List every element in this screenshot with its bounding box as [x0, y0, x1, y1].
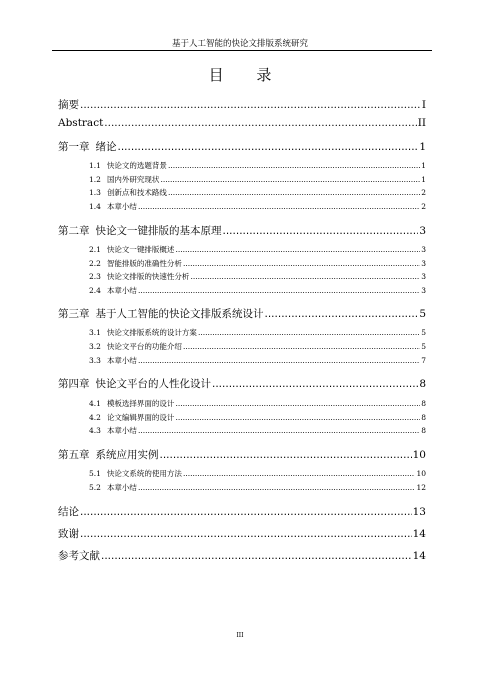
toc-section-entry[interactable] — [89, 174, 426, 185]
dot-leader — [168, 188, 420, 197]
toc-entry-number: 1.4 — [89, 202, 101, 211]
toc-entry-page: 3 — [419, 225, 426, 237]
toc-entry-number: 2.4 — [89, 286, 101, 295]
toc-entry-number: 5.2 — [89, 483, 101, 492]
toc-entry-number: 2.2 — [89, 259, 101, 268]
toc-chapter-entry[interactable] — [58, 117, 426, 129]
toc-entry-number: 3.2 — [89, 342, 101, 351]
dot-leader — [265, 308, 419, 320]
toc-entry-title: 致谢 — [58, 528, 79, 540]
toc-entry-page: 8 — [421, 413, 426, 422]
toc-entry-title: Abstract — [58, 117, 104, 129]
toc-entry-title: 快论文排版的快速性分析 — [106, 272, 190, 281]
toc-entry-page: 5 — [419, 308, 426, 320]
toc-entry-page: 3 — [421, 245, 426, 254]
dot-leader — [101, 550, 412, 562]
toc-chapter-entry[interactable] — [58, 447, 426, 462]
toc-entry-page: 13 — [412, 506, 426, 518]
toc-section-entry[interactable] — [89, 327, 426, 338]
toc-entry-number: 1.2 — [89, 175, 101, 184]
toc-entry-title: 本章小结 — [106, 483, 137, 492]
toc-entry-number: 2.3 — [89, 272, 101, 281]
toc-chapter-entry[interactable] — [58, 97, 426, 112]
toc-entry-number: 4.3 — [89, 426, 101, 435]
dot-leader — [183, 469, 416, 478]
toc-entry-title: 本章小结 — [106, 286, 137, 295]
toc-entry-page: 8 — [419, 378, 426, 390]
dot-leader — [80, 99, 421, 111]
toc-title: 目 录 — [208, 66, 286, 84]
toc-entry-title: 快论文平台的人性化设计 — [95, 378, 211, 390]
toc-entry-title: 快论文平台的功能介绍 — [106, 342, 182, 351]
toc-entry-title: 本章小结 — [106, 426, 137, 435]
toc-entry-number: 第五章 — [58, 449, 90, 461]
toc-entry-number: 第一章 — [58, 141, 90, 153]
toc-entry-page: 3 — [421, 272, 426, 281]
toc-entry-number: 4.1 — [89, 399, 101, 408]
toc-section-entry[interactable] — [89, 201, 426, 212]
toc-entry-title: 快论文一键排版的基本原理 — [95, 225, 222, 237]
toc-chapter-entry[interactable] — [58, 223, 426, 238]
dot-leader — [138, 286, 420, 295]
toc-section-entry[interactable] — [89, 398, 426, 409]
toc-section-entry[interactable] — [89, 482, 426, 493]
toc-entry-number: 4.2 — [89, 413, 101, 422]
toc-chapter-entry[interactable] — [58, 504, 426, 519]
toc-chapter-entry[interactable] — [58, 376, 426, 391]
toc-section-entry[interactable] — [89, 285, 426, 296]
toc-entry-number: 第二章 — [58, 225, 90, 237]
dot-leader — [138, 356, 420, 365]
running-header: 基于人工智能的快论文排版系统研究 — [171, 39, 308, 49]
toc-section-entry[interactable] — [89, 244, 426, 255]
dot-leader — [138, 202, 420, 211]
toc-entry-number: 第三章 — [58, 308, 90, 320]
toc-section-entry[interactable] — [89, 258, 426, 269]
toc-entry-page: 5 — [421, 342, 426, 351]
dot-leader — [175, 245, 420, 254]
toc-entry-title: 模板选择界面的设计 — [106, 399, 175, 408]
toc-entry-page: 8 — [421, 426, 426, 435]
toc-entry-title: 智能排版的准确性分析 — [106, 259, 182, 268]
dot-leader — [168, 161, 420, 170]
toc-entry-page: 14 — [412, 550, 426, 562]
toc-entry-title: 快论文排版系统的设计方案 — [106, 328, 197, 337]
toc-section-entry[interactable] — [89, 468, 426, 479]
toc-entry-page: II — [417, 117, 426, 129]
toc-entry-number: 1.3 — [89, 188, 101, 197]
toc-entry-title: 快论文系统的使用方法 — [106, 469, 182, 478]
dot-leader — [80, 528, 412, 540]
toc-entry-title: 快论文一键排版概述 — [106, 245, 175, 254]
toc-section-entry[interactable] — [89, 271, 426, 282]
dot-leader — [190, 272, 420, 281]
toc-entry-title: 绪论 — [95, 141, 117, 153]
toc-section-entry[interactable] — [89, 187, 426, 198]
toc-chapter-entry[interactable] — [58, 548, 426, 563]
toc-entry-number: 1.1 — [89, 161, 101, 170]
dot-leader — [160, 449, 412, 461]
toc-entry-page: 7 — [421, 356, 426, 365]
toc-entry-title: 摘要 — [58, 99, 79, 111]
toc-entry-page: 8 — [421, 399, 426, 408]
toc-section-entry[interactable] — [89, 341, 426, 352]
toc-entry-title: 本章小结 — [106, 356, 137, 365]
dot-leader — [138, 483, 416, 492]
dot-leader — [183, 342, 420, 351]
dot-leader — [118, 141, 419, 153]
toc-entry-page: 10 — [412, 449, 426, 461]
toc-chapter-entry[interactable] — [58, 139, 426, 154]
dot-leader — [138, 426, 420, 435]
dot-leader — [175, 413, 420, 422]
toc-entry-number: 3.3 — [89, 356, 101, 365]
dot-leader — [80, 506, 412, 518]
toc-entry-page: 2 — [421, 188, 426, 197]
toc-entry-number: 5.1 — [89, 469, 101, 478]
toc-entry-title: 国内外研究现状 — [106, 175, 160, 184]
toc-entry-page: 10 — [416, 469, 426, 478]
toc-entry-page: 3 — [421, 286, 426, 295]
toc-entry-title: 论文编辑界面的设计 — [106, 413, 175, 422]
toc-entry-title: 快论文的选题背景 — [106, 161, 167, 170]
toc-entry-number: 3.1 — [89, 328, 101, 337]
toc-entry-title: 参考文献 — [58, 550, 100, 562]
dot-leader — [223, 225, 419, 237]
toc-entry-number: 2.1 — [89, 245, 101, 254]
toc-entry-page: 5 — [421, 328, 426, 337]
toc-entry-page: 1 — [419, 141, 426, 153]
toc-entry-page: 12 — [416, 483, 426, 492]
dot-leader — [212, 378, 418, 390]
toc-entry-page: I — [421, 99, 426, 111]
toc-chapter-entry[interactable] — [58, 526, 426, 541]
dot-leader — [104, 117, 416, 129]
header-rule — [52, 50, 432, 51]
toc-section-entry[interactable] — [89, 412, 426, 423]
dot-leader — [160, 175, 420, 184]
dot-leader — [198, 328, 420, 337]
toc-section-entry[interactable] — [89, 355, 426, 366]
toc-entry-page: 1 — [421, 161, 426, 170]
toc-entry-page: 1 — [421, 175, 426, 184]
toc-entry-title: 基于人工智能的快论文排版系统设计 — [95, 308, 264, 320]
toc-entry-title: 创新点和技术路线 — [106, 188, 167, 197]
toc-entry-title: 结论 — [58, 506, 79, 518]
toc-entry-page: 2 — [421, 202, 426, 211]
dot-leader — [175, 399, 420, 408]
toc-entry-page: 14 — [412, 528, 426, 540]
toc-section-entry[interactable] — [89, 160, 426, 171]
toc-entry-number: 第四章 — [58, 378, 90, 390]
page-number: III — [236, 632, 244, 639]
dot-leader — [183, 259, 420, 268]
toc-section-entry[interactable] — [89, 425, 426, 436]
toc-chapter-entry[interactable] — [58, 306, 426, 321]
toc-entry-title: 系统应用实例 — [95, 449, 159, 461]
toc-entry-title: 本章小结 — [106, 202, 137, 211]
toc-entry-page: 3 — [421, 259, 426, 268]
